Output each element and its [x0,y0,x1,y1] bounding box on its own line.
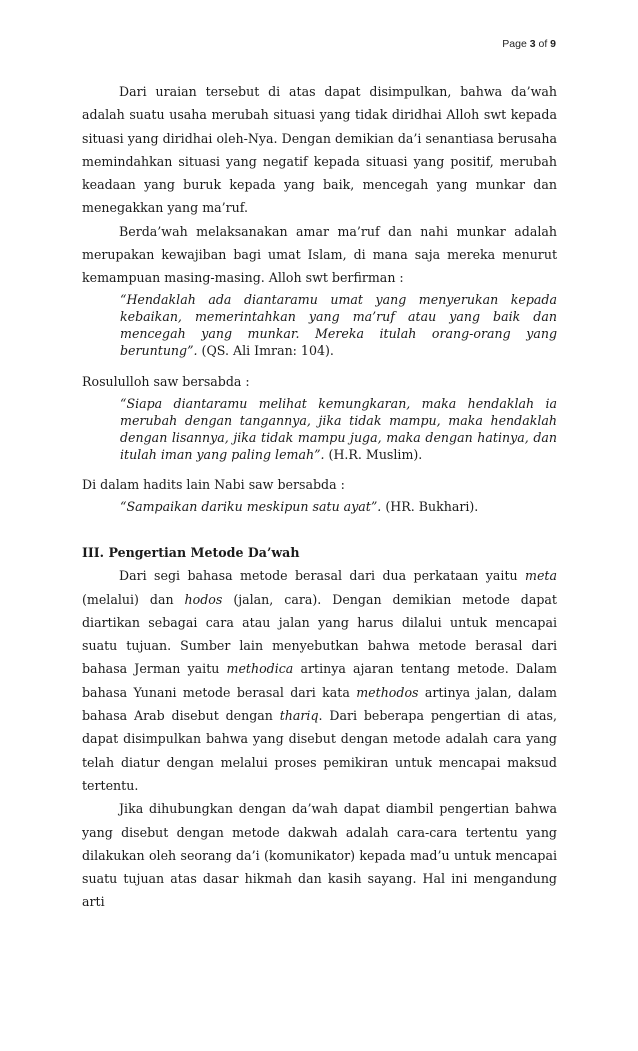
quote-hadith-bukhari [120,498,557,515]
total-pages: 9 [550,38,556,50]
quote-hadith-muslim-text: “Siapa diantaramu melihat kemungkaran, maka hendaklah ia merubah dengan tangannya, jika tidak mampu, maka hendaklah dengan lisannya, jika tidak mampu juga, maka dengan hatinya, dan itulah iman yang paling lemah”. [120,395,557,462]
page-number: Page 3 of 9 [502,38,556,50]
term-meta: meta [525,568,557,584]
paragraph-conclusion: Dari uraian tersebut di atas dapat disimpulkan, bahwa da’wah adalah suatu usaha merubah situasi yang tidak diridhai Alloh swt kepada situasi yang diridhai oleh-Nya. Dengan demikian da’i senantiasa berusaha memindahkan situasi yang negatif kepada situasi yang positif, merubah keadaan yang buruk kepada yang baik, mencegah yang munkar dan menegakkan yang ma’ruf. [82,84,557,216]
quote-quran [120,291,557,359]
paragraph-obligation: Berda’wah melaksanakan amar ma’ruf dan nahi munkar adalah merupakan kewajiban bagi umat Islam, di mana saja mereka menurut kemampuan masing-masing. Alloh swt berfirman : [82,223,557,286]
paragraph-dawah-method: Jika dihubungkan dengan da’wah dapat diambil pengertian bahwa yang disebut dengan metode dakwah adalah cara-cara tertentu yang dilakukan oleh seorang da’i (komunikator) kepada mad’u untuk mencapai suatu tujuan atas dasar hikmah dan kasih sayang. Hal ini mengandung arti [82,801,557,910]
page-body [82,80,557,914]
section-heading: III. Pengertian Metode Da’wah [82,545,300,561]
term-methodos: methodos [356,684,419,700]
paragraph-method-definition: Dari segi bahasa metode berasal dari dua perkataan yaitu meta (melalui) dan hodos (jalan, cara). Dengan demikian metode dapat diartikan sebagai cara atau jalan yang harus dilalui untuk mencapai suatu tujuan. Sumber lain menyebutkan bahwa metode berasal dari bahasa Jerman yaitu methodica artinya ajaran tentang metode. Dalam bahasa Yunani metode berasal dari kata methodos artinya jalan, dalam bahasa Arab disebut dengan thariq. Dari beberapa pengertian di atas, dapat disimpulkan bahwa yang disebut dengan metode adalah cara yang telah diatur dengan melalui proses pemikiran untuk mencapai maksud tertentu. [82,568,557,793]
quote-hadith-muslim-source: (H.R. Muslim). [324,446,423,462]
quote-quran-source: (QS. Ali Imran: 104). [197,342,334,358]
quote-hadith-bukhari-source: (HR. Bukhari). [381,499,479,515]
term-hodos: hodos [184,591,223,607]
current-page: 3 [529,38,536,50]
quote-quran-text: “Hendaklah ada diantaramu umat yang menyerukan kepada kebaikan, memerintahkan yang ma’ruf atau yang baik dan mencegah yang munkar. Mereka itulah orang-orang yang beruntung”. [120,291,557,358]
paragraph-rosul-intro: Rosululloh saw bersabda : [82,373,250,389]
term-methodica: methodica [226,661,294,677]
quote-hadith-bukhari-text: “Sampaikan dariku meskipun satu ayat”. [120,499,382,515]
quote-hadith-muslim [120,395,557,463]
paragraph-hadith-intro: Di dalam hadits lain Nabi saw bersabda : [82,476,345,492]
term-thariq: thariq [279,708,319,724]
